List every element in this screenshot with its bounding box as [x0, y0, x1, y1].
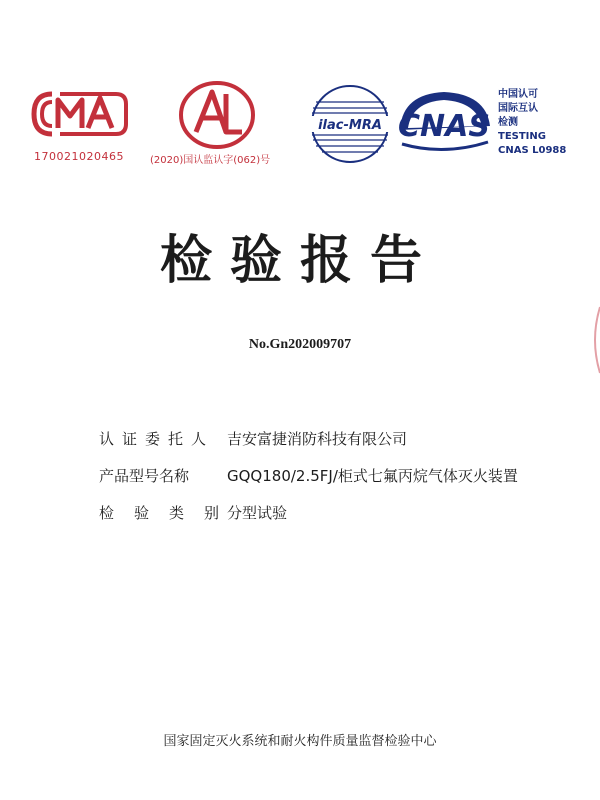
- cnas-line-2: 国际互认: [498, 103, 538, 114]
- cal-number: (2020)国认监认字(062)号: [150, 155, 271, 166]
- cal-logo: [176, 80, 258, 150]
- field-label: 产品型号名称: [99, 467, 190, 485]
- cnas-line-3: 检测: [498, 117, 518, 128]
- field-row-client: [99, 420, 518, 457]
- ilac-mra-logo: [308, 82, 392, 166]
- report-number: No.Gn202009707: [248, 337, 352, 352]
- field-label: 检验类别: [99, 504, 240, 522]
- seal-edge-mark: [590, 305, 600, 375]
- field-row-product: [99, 457, 518, 494]
- issuing-organization: 国家固定灭火系统和耐火构件质量监督检验中心: [163, 734, 437, 749]
- cnas-line-5: CNAS L0988: [498, 145, 567, 156]
- cnas-line-1: 中国认可: [498, 89, 538, 100]
- cnas-line-4: TESTING: [498, 131, 546, 142]
- cnas-accreditation-text: [498, 88, 566, 158]
- cma-logo: [30, 88, 130, 140]
- field-value: 分型试验: [227, 504, 288, 522]
- report-title: 检验报告: [159, 231, 440, 291]
- field-value: 吉安富捷消防科技有限公司: [227, 430, 408, 448]
- svg-text:ilac-MRA: ilac-MRA: [318, 118, 382, 133]
- cnas-logo: [392, 86, 496, 158]
- field-row-category: [99, 494, 518, 531]
- svg-text:CNAS: CNAS: [398, 109, 490, 144]
- field-label: 认证委托人: [99, 430, 215, 448]
- cma-number: 170021020465: [34, 150, 124, 163]
- field-value: GQQ180/2.5FJ/柜式七氟丙烷气体灭火装置: [227, 467, 518, 485]
- report-fields: [99, 420, 518, 531]
